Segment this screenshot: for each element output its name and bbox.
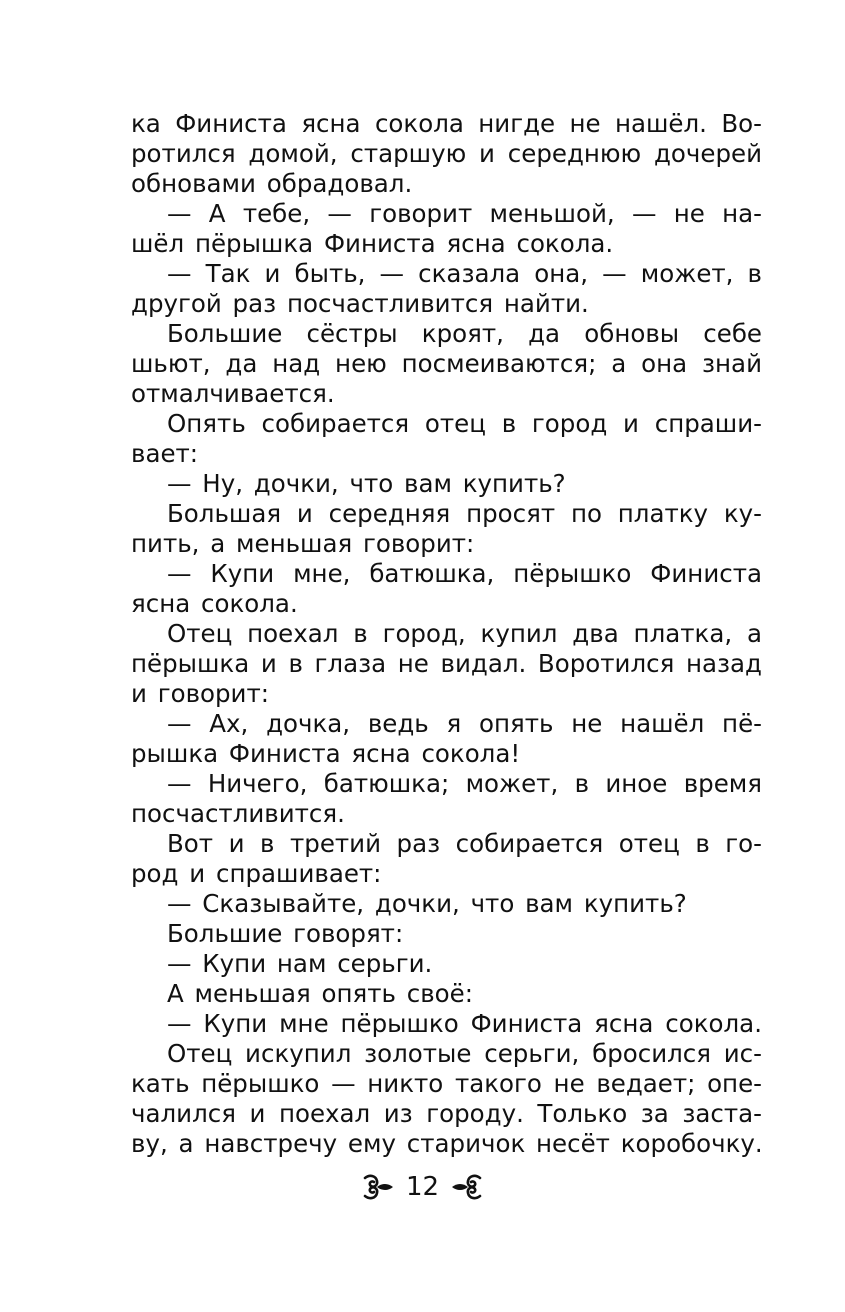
text-line: Отец поехал в город, купил два платка, а xyxy=(167,619,762,648)
text-line: — Купи мне пёрышко Финиста ясна сокола. xyxy=(167,1009,762,1038)
text-line: ка Финиста ясна сокола нигде не нашёл. Во- xyxy=(131,109,762,138)
text-line: кать пёрышко — никто такого не ведает; опе- xyxy=(131,1069,762,1098)
text-line: Опять собирается отец в город и спраши- xyxy=(167,409,762,438)
text-line: — Сказывайте, дочки, что вам купить? xyxy=(167,889,687,918)
text-line: Отец искупил золотые серьги, бросился ис- xyxy=(167,1039,762,1068)
flourish-left-icon xyxy=(362,1172,396,1202)
text-line: — Ничего, батюшка; может, в иное время xyxy=(167,769,762,798)
text-line: другой раз посчастливится найти. xyxy=(131,289,589,318)
text-line: — Ну, дочки, что вам купить? xyxy=(167,469,566,498)
page-text-block xyxy=(131,109,762,1159)
flourish-right-icon xyxy=(449,1172,483,1202)
text-line: рышка Финиста ясна сокола! xyxy=(131,739,521,768)
text-line: обновами обрадовал. xyxy=(131,169,413,198)
text-line: Большие сёстры кроят, да обновы себе xyxy=(167,319,762,348)
text-line: шьют, да над нею посмеиваются; а она знай xyxy=(131,349,762,378)
text-line: вает: xyxy=(131,439,199,468)
text-line: пить, а меньшая говорит: xyxy=(131,529,475,558)
text-line: — Ах, дочка, ведь я опять не нашёл пё- xyxy=(167,709,762,738)
text-line: род и спрашивает: xyxy=(131,859,382,888)
text-line: ротился домой, старшую и середнюю дочерей xyxy=(131,139,762,168)
text-line: — Купи мне, батюшка, пёрышко Финиста xyxy=(167,559,762,588)
text-line: — Так и быть, — сказала она, — может, в xyxy=(167,259,762,288)
text-line: — Купи нам серьги. xyxy=(167,949,433,978)
page-number: 12 xyxy=(405,1172,440,1202)
text-line: отмалчивается. xyxy=(131,379,335,408)
text-line: А меньшая опять своё: xyxy=(167,979,473,1008)
text-line: Вот и в третий раз собирается отец в го- xyxy=(167,829,762,858)
page-footer xyxy=(0,1172,845,1202)
text-line: пёрышка и в глаза не видал. Воротился назад xyxy=(131,649,762,678)
text-line: — А тебе, — говорит меньшой, — не на- xyxy=(167,199,762,228)
text-line: посчастливится. xyxy=(131,799,345,828)
text-line: ясна сокола. xyxy=(131,589,298,618)
text-line: ву, а навстречу ему старичок несёт коробочку. xyxy=(131,1129,763,1158)
text-line: шёл пёрышка Финиста ясна сокола. xyxy=(131,229,614,258)
text-line: Большая и середняя просят по платку ку- xyxy=(167,499,762,528)
text-line: и говорит: xyxy=(131,679,270,708)
text-line: чалился и поехал из городу. Только за заста- xyxy=(131,1099,762,1128)
text-line: Большие говорят: xyxy=(167,919,404,948)
